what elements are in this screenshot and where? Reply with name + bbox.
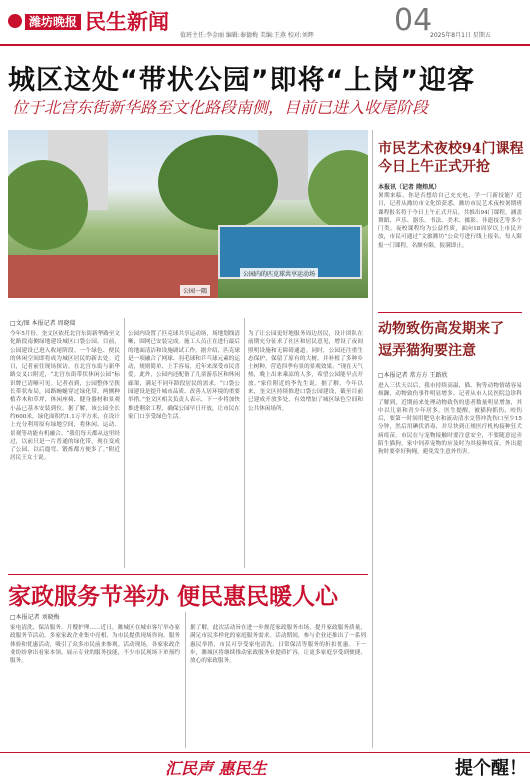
side1-title-line2: 今日上午正式开抢 xyxy=(378,159,490,175)
side2-title-line1: 动物致伤高发期来了 xyxy=(378,321,504,337)
newspaper-logo-icon xyxy=(8,14,22,28)
main-headline: 城区这处“带状公园”即将“上岗”迎客 xyxy=(8,65,475,96)
side2-byline: □本报记者 常方方 王路欣 xyxy=(378,372,448,379)
paper-name: 潍坊晚报 xyxy=(25,14,81,30)
footer-remind: 提个醒！ xyxy=(455,758,527,779)
side1-body: 暑期来临，你是否想给自己充充电、学一门新技能？近日，记者从潍坊市文化馆获悉，潍坊市民艺术夜校暑期班课程报名将于今日上午正式开启，共推出94门课程，涵盖舞蹈、声乐、器乐、书法、美术、摄影、非遗技艺等多个门类。夜校课程均为公益性质，面向18周岁以上市民开放，市民可通过“文旅潍坊”公众号进行线上报名，每人限报一门课程，名额有限，报满即止。 xyxy=(378,193,522,249)
section2-byline: □本报记者 刘晓梅 xyxy=(10,614,60,621)
masthead xyxy=(8,6,169,36)
park-photo xyxy=(8,130,368,298)
side1-title-line1: 市民艺术夜校94门课程 xyxy=(378,141,524,157)
side2-body: 进入三伏天以后，我市持续高温，猫、狗等动物情绪容易烦躁，动物致伤事件明显增多。记者从市人民医院急诊科了解到，近期前来处理动物致伤的患者数量明显增加，其中以儿童和青少年居多。医生提醒，被猫狗抓伤、咬伤后，要第一时间用肥皂水和流动清水交替冲洗伤口至少15分钟，然后用碘伏消毒，并尽快到正规医疗机构接种狂犬病疫苗。市民在与宠物接触时要注意安全，不要随意逗弄陌生猫狗，家中饲养宠物的应及时为其接种疫苗，外出遛狗时要牵好狗绳，避免发生意外伤害。 xyxy=(378,383,522,456)
column-title: 民生新闻 xyxy=(85,10,170,34)
photo-caption-corner: 公园一隅 xyxy=(180,285,210,296)
section2-col1: 家电清洗、保洁服务、月嫂护理……近日，潍城区在城市客厅举办家政服务节活动，多家家政企业集中亮相，为市民提供现场咨询、服务体验和优惠活动，吸引了众多市民前来参观。活动现场，各家家政企业纷纷拿出看家本领，展示专业的服务技能，不少市民现场下单预约服务。 xyxy=(10,625,180,665)
main-article-col1: 今年5月份，奎文区依托北宫东街新华路至文化路段南侧绿地建设城区口袋公园。目前，公园建设已进入收尾阶段。一个绿色、便民的休闲空间即将成为城区居民的新去处。近日，记者前往现场探访。在北宫东街与新华路交叉口附近，“北宫东街带状休闲公园”标识牌已清晰可见。记者看到，公园整体呈狭长带状布局，园路蜿蜒穿过绿化带，两侧种植乔木和草坪，休闲座椅、健身器材和景观小品已基本安装到位。据了解，该公园全长约600米，绿化面积约1.1万平方米，在设计上充分利用原有绿地空间，将休闲、运动、景观等功能有机融合。“我们每天都从这里经过，以前只是一片普通的绿化带，现在变成了公园，以后遛弯、锻炼都方便多了。”附近居民王女士说。 xyxy=(10,331,120,462)
side2-title-line2: 逗弄猫狗要注意 xyxy=(378,343,476,359)
issue-date: 2025年8月1日 星期五 xyxy=(430,32,491,39)
main-subhead: 位于北宫东街新华路至文化路段南侧，目前已进入收尾阶段 xyxy=(12,98,429,117)
photo-caption-court: 公园内的匹克球共享运动场 xyxy=(240,268,318,279)
main-article-col2: 公园内设置了匹克球共享运动场，场地划线清晰，围网已安装完成。施工人员正在进行最后的地面清洁和设施调试工作。据介绍，匹克球是一项融合了网球、羽毛球和乒乓球元素的运动，规则简单、上手容易，近年来深受市民喜爱。此外，公园内还配备了儿童游乐区和休闲廊架，满足不同年龄段居民的需求。“口袋公园建设是提升城市品质、改善人居环境的重要举措。”奎文区相关负责人表示，下一步将加快推进剩余工程，确保公园早日开放，让市民在家门口享受绿色生活。 xyxy=(128,331,240,420)
main-byline: □文/图 本报记者 周晓瑞 xyxy=(10,320,76,327)
main-article-col3: 为了让公园更好地服务周边居民，设计团队在前期充分征求了社区和居民意见，增设了夜间照明设施和无障碍通道。同时，公园还注重生态保护，保留了原有的大树，并补植了多种乡土树种，营造四季有景的景观效果。“现在天气热，晚上出来乘凉的人多，希望公园能早点开放。”家住附近的李先生说。据了解，今年以来，奎文区持续推进口袋公园建设，截至目前已建成开放多处，有效增加了城区绿色空间和公共休闲场所。 xyxy=(248,331,363,412)
section2-col2: 据了解，此次活动旨在进一步规范家政服务市场，提升家政服务质量，满足市民多样化的家庭服务需求。活动期间，参与企业还推出了一系列惠民举措，市民可享受家电清洗、日常保洁等服务的折扣优惠。下一步，潍城区将继续推动家政服务业提质扩容，让更多家庭享受到便捷、放心的家政服务。 xyxy=(190,625,366,665)
page-number: 04 xyxy=(394,3,433,38)
side1-byline: 本报讯（记者 隋炜凤） xyxy=(378,184,441,191)
section2-headline: 家政服务节举办 便民惠民暖人心 xyxy=(8,584,339,610)
editor-meta: 值班主任:李金丽 编辑:秦德梅 美编:王燕 校对:刘辉 xyxy=(180,32,314,39)
footer-brand: 汇民声 惠民生 xyxy=(165,759,267,778)
